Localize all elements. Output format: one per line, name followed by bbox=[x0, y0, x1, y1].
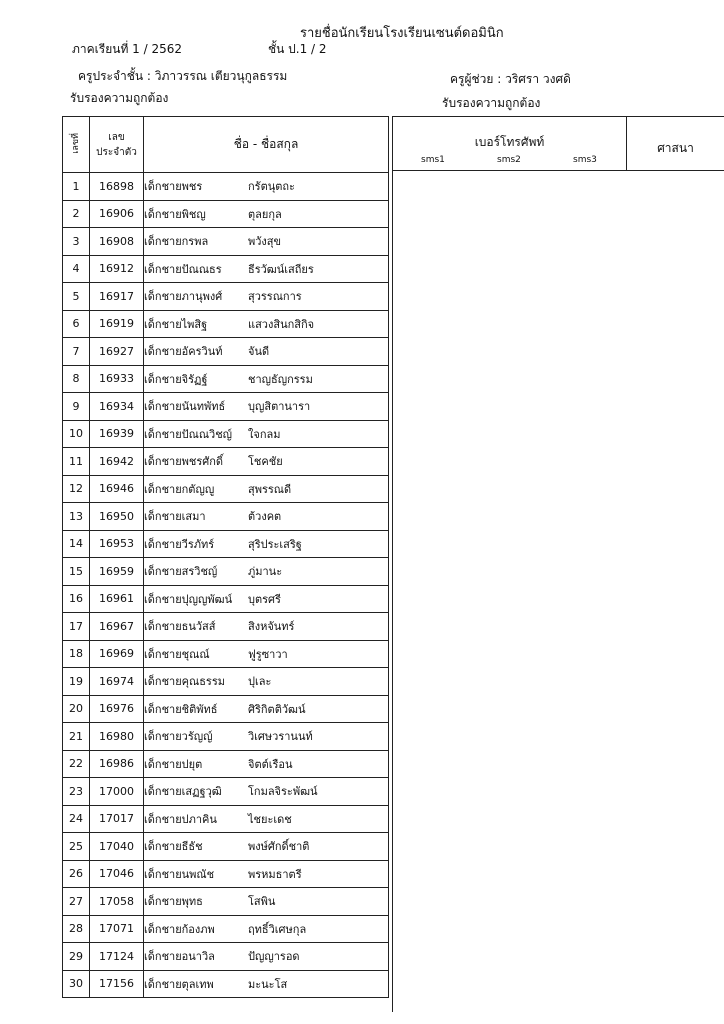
row-number: 17 bbox=[63, 613, 90, 641]
row-number: 4 bbox=[63, 255, 90, 283]
row-number: 5 bbox=[63, 283, 90, 311]
student-name bbox=[144, 613, 389, 641]
student-first-name: เด็กชายกตัญญู bbox=[144, 482, 215, 496]
student-last-name: ฤทธิ์วิเศษกุล bbox=[248, 922, 307, 936]
table-row bbox=[63, 365, 389, 393]
row-number: 29 bbox=[63, 943, 90, 971]
table-row bbox=[63, 558, 389, 586]
student-first-name: เด็กชายภานุพงศ์ bbox=[144, 290, 223, 304]
student-id: 16976 bbox=[90, 695, 144, 723]
student-first-name: เด็กชายปภาคิน bbox=[144, 812, 217, 826]
row-number: 13 bbox=[63, 503, 90, 531]
student-id: 16950 bbox=[90, 503, 144, 531]
table-row bbox=[63, 915, 389, 943]
student-id: 17124 bbox=[90, 943, 144, 971]
table-row bbox=[63, 173, 389, 201]
certify-left: รับรองความถูกต้อง bbox=[70, 91, 169, 105]
student-id: 16961 bbox=[90, 585, 144, 613]
class-label: ชั้น ป.1 / 2 bbox=[268, 42, 327, 56]
table-row bbox=[63, 228, 389, 256]
header-religion: ศาสนา bbox=[626, 116, 724, 171]
row-number: 23 bbox=[63, 778, 90, 806]
student-last-name: ฟูรูซาวา bbox=[248, 647, 288, 661]
student-name bbox=[144, 393, 389, 421]
student-last-name: สุพรรณดี bbox=[248, 482, 292, 496]
table-row bbox=[63, 503, 389, 531]
student-first-name: เด็กชายก้องภพ bbox=[144, 922, 215, 936]
certify-right: รับรองความถูกต้อง bbox=[442, 96, 541, 110]
student-first-name: เด็กชายชุณณ์ bbox=[144, 647, 210, 661]
student-name bbox=[144, 640, 389, 668]
student-last-name: ศิริกิตติวัฒน์ bbox=[248, 702, 306, 716]
student-id: 17046 bbox=[90, 860, 144, 888]
student-id: 16942 bbox=[90, 448, 144, 476]
student-last-name: ตุลยกุล bbox=[248, 207, 282, 221]
student-last-name: พงษ์ศักดิ์ชาติ bbox=[248, 840, 310, 854]
student-name bbox=[144, 805, 389, 833]
student-id: 16939 bbox=[90, 420, 144, 448]
school-title: รายชื่อนักเรียนโรงเรียนเซนต์ดอมินิก bbox=[300, 26, 504, 41]
student-first-name: เด็กชายนพณัช bbox=[144, 867, 215, 881]
header-phone: เบอร์โทรศัพท์ sms1 sms2 sms3 bbox=[392, 116, 626, 171]
student-id: 17000 bbox=[90, 778, 144, 806]
student-last-name: พรหมธาตรี bbox=[248, 867, 302, 881]
student-id: 17071 bbox=[90, 915, 144, 943]
table-row bbox=[63, 338, 389, 366]
student-first-name: เด็กชายคุณธรรม bbox=[144, 675, 225, 689]
student-name bbox=[144, 970, 389, 998]
student-first-name: เด็กชายกรพล bbox=[144, 235, 209, 249]
student-last-name: สิงหจันทร์ bbox=[248, 620, 295, 634]
student-id: 16959 bbox=[90, 558, 144, 586]
student-id: 16912 bbox=[90, 255, 144, 283]
table-row bbox=[63, 420, 389, 448]
student-id: 17040 bbox=[90, 833, 144, 861]
student-last-name: สุริประเสริฐ bbox=[248, 537, 302, 551]
student-name bbox=[144, 585, 389, 613]
student-id: 16933 bbox=[90, 365, 144, 393]
student-last-name: สุวรรณการ bbox=[248, 290, 302, 304]
student-name bbox=[144, 723, 389, 751]
header-sms2: sms2 bbox=[497, 155, 521, 165]
student-first-name: เด็กชายธนวัสส์ bbox=[144, 620, 216, 634]
student-name bbox=[144, 255, 389, 283]
student-first-name: เด็กชายพชรศักดิ์ bbox=[144, 455, 224, 469]
table-row bbox=[63, 970, 389, 998]
student-name bbox=[144, 833, 389, 861]
student-first-name: เด็กชายวรัญญ์ bbox=[144, 730, 213, 744]
table-row bbox=[63, 283, 389, 311]
student-last-name: แสวงสินกสิกิจ bbox=[248, 317, 315, 331]
row-number: 24 bbox=[63, 805, 90, 833]
student-last-name: บุญสิตานารา bbox=[248, 400, 311, 414]
student-id: 17017 bbox=[90, 805, 144, 833]
student-id: 16986 bbox=[90, 750, 144, 778]
table-row bbox=[63, 943, 389, 971]
student-first-name: เด็กชายเสฏฐวุฒิ bbox=[144, 785, 222, 799]
student-last-name: ใจกลม bbox=[248, 427, 281, 441]
header-sms1: sms1 bbox=[421, 155, 445, 165]
student-first-name: เด็กชายไพสิฐ bbox=[144, 317, 208, 331]
student-id: 16974 bbox=[90, 668, 144, 696]
row-number: 22 bbox=[63, 750, 90, 778]
student-last-name: โสพิน bbox=[248, 895, 276, 909]
student-id: 16919 bbox=[90, 310, 144, 338]
assistant-teacher: ครูผู้ช่วย : วริศรา วงศดิ bbox=[450, 72, 571, 86]
row-number: 11 bbox=[63, 448, 90, 476]
student-name bbox=[144, 943, 389, 971]
student-roster-table bbox=[62, 116, 389, 998]
student-id: 16980 bbox=[90, 723, 144, 751]
student-name bbox=[144, 888, 389, 916]
row-number: 20 bbox=[63, 695, 90, 723]
table-row bbox=[63, 448, 389, 476]
row-number: 18 bbox=[63, 640, 90, 668]
homeroom-teacher: ครูประจำชั้น : วิภาวรรณ เตียวนุกูลธรรม bbox=[78, 69, 288, 83]
table-row bbox=[63, 833, 389, 861]
student-id: 16946 bbox=[90, 475, 144, 503]
row-number: 26 bbox=[63, 860, 90, 888]
student-id: 16927 bbox=[90, 338, 144, 366]
table-row bbox=[63, 475, 389, 503]
row-number: 10 bbox=[63, 420, 90, 448]
student-id: 17058 bbox=[90, 888, 144, 916]
student-first-name: เด็กชายจิรัฏฐ์ bbox=[144, 372, 208, 386]
student-name bbox=[144, 860, 389, 888]
student-last-name: กรัตนุตถะ bbox=[248, 180, 295, 194]
student-first-name: เด็กชายปัณณธร bbox=[144, 262, 222, 276]
student-first-name: เด็กชายปุญญพัฒน์ bbox=[144, 592, 233, 606]
header-sms3: sms3 bbox=[573, 155, 597, 165]
table-right-border bbox=[392, 116, 393, 1012]
student-name bbox=[144, 530, 389, 558]
table-row bbox=[63, 695, 389, 723]
row-number: 9 bbox=[63, 393, 90, 421]
student-name bbox=[144, 475, 389, 503]
row-number: 2 bbox=[63, 200, 90, 228]
student-last-name: โกมลจิระพัฒน์ bbox=[248, 785, 318, 799]
row-number: 12 bbox=[63, 475, 90, 503]
student-first-name: เด็กชายธีธัช bbox=[144, 840, 203, 854]
table-row bbox=[63, 585, 389, 613]
student-first-name: เด็กชายนันทพัทธ์ bbox=[144, 400, 226, 414]
student-first-name: เด็กชายพุทธ bbox=[144, 895, 203, 909]
row-number: 8 bbox=[63, 365, 90, 393]
table-row bbox=[63, 778, 389, 806]
student-name bbox=[144, 338, 389, 366]
student-last-name: พวังสุข bbox=[248, 235, 282, 249]
student-id: 16934 bbox=[90, 393, 144, 421]
student-id: 16969 bbox=[90, 640, 144, 668]
student-name bbox=[144, 228, 389, 256]
row-number: 28 bbox=[63, 915, 90, 943]
header-student-id: เลข ประจำตัว bbox=[90, 117, 144, 173]
row-number: 19 bbox=[63, 668, 90, 696]
student-first-name: เด็กชายปัณณวิชญ์ bbox=[144, 427, 233, 441]
table-row bbox=[63, 640, 389, 668]
row-number: 16 bbox=[63, 585, 90, 613]
student-name bbox=[144, 503, 389, 531]
row-number: 21 bbox=[63, 723, 90, 751]
row-number: 3 bbox=[63, 228, 90, 256]
student-last-name: ปัญญารอด bbox=[248, 950, 300, 964]
table-row bbox=[63, 668, 389, 696]
table-row bbox=[63, 723, 389, 751]
student-last-name: บุตรศรี bbox=[248, 592, 281, 606]
student-name bbox=[144, 668, 389, 696]
student-id: 16967 bbox=[90, 613, 144, 641]
student-first-name: เด็กชายชิติพัทธ์ bbox=[144, 702, 218, 716]
student-name bbox=[144, 420, 389, 448]
table-row bbox=[63, 805, 389, 833]
header-name: ชื่อ - ชื่อสกุล bbox=[144, 117, 389, 173]
student-first-name: เด็กชายอัครวินท์ bbox=[144, 345, 223, 359]
student-id: 16953 bbox=[90, 530, 144, 558]
header-number: เลขที่ bbox=[63, 117, 90, 173]
row-number: 6 bbox=[63, 310, 90, 338]
student-last-name: ปุเละ bbox=[248, 675, 272, 689]
student-last-name: มะนะโส bbox=[248, 977, 288, 991]
student-first-name: เด็กชายตุลเทพ bbox=[144, 977, 214, 991]
student-id: 16906 bbox=[90, 200, 144, 228]
table-row bbox=[63, 613, 389, 641]
row-number: 1 bbox=[63, 173, 90, 201]
student-last-name: โชคชัย bbox=[248, 455, 283, 469]
student-name bbox=[144, 200, 389, 228]
student-first-name: เด็กชายเสมา bbox=[144, 510, 206, 524]
table-row bbox=[63, 200, 389, 228]
row-number: 27 bbox=[63, 888, 90, 916]
student-first-name: เด็กชายปยุต bbox=[144, 757, 203, 771]
student-first-name: เด็กชายสรวิชญ์ bbox=[144, 565, 218, 579]
student-name bbox=[144, 283, 389, 311]
student-name bbox=[144, 365, 389, 393]
table-row bbox=[63, 888, 389, 916]
student-first-name: เด็กชายอนาวิล bbox=[144, 950, 215, 964]
row-number: 14 bbox=[63, 530, 90, 558]
row-number: 15 bbox=[63, 558, 90, 586]
student-name bbox=[144, 750, 389, 778]
row-number: 7 bbox=[63, 338, 90, 366]
student-name bbox=[144, 695, 389, 723]
student-name bbox=[144, 558, 389, 586]
table-row bbox=[63, 750, 389, 778]
student-last-name: วิเศษวรานนท์ bbox=[248, 730, 313, 744]
row-number: 30 bbox=[63, 970, 90, 998]
student-last-name: ธีรวัฒน์เสถียร bbox=[248, 262, 314, 276]
table-row bbox=[63, 310, 389, 338]
table-row bbox=[63, 530, 389, 558]
student-last-name: จันดี bbox=[248, 345, 270, 359]
student-first-name: เด็กชายพิชญ bbox=[144, 207, 206, 221]
student-last-name: ภู่มานะ bbox=[248, 565, 283, 579]
student-id: 17156 bbox=[90, 970, 144, 998]
student-name bbox=[144, 173, 389, 201]
table-row bbox=[63, 860, 389, 888]
student-name bbox=[144, 778, 389, 806]
table-row bbox=[63, 393, 389, 421]
student-first-name: เด็กชายวีรภัทร์ bbox=[144, 537, 215, 551]
student-last-name: ต้วงคต bbox=[248, 510, 282, 524]
semester-label: ภาคเรียนที่ 1 / 2562 bbox=[72, 42, 183, 56]
student-id: 16898 bbox=[90, 173, 144, 201]
student-last-name: ไชยะเดช bbox=[248, 812, 292, 826]
student-name bbox=[144, 310, 389, 338]
student-name bbox=[144, 915, 389, 943]
student-id: 16917 bbox=[90, 283, 144, 311]
table-row bbox=[63, 255, 389, 283]
student-last-name: ชาญธัญกรรม bbox=[248, 372, 313, 386]
student-id: 16908 bbox=[90, 228, 144, 256]
student-last-name: จิตต์เรือน bbox=[248, 757, 293, 771]
student-name bbox=[144, 448, 389, 476]
student-first-name: เด็กชายพชร bbox=[144, 180, 203, 194]
row-number: 25 bbox=[63, 833, 90, 861]
table-header-row bbox=[63, 117, 389, 173]
